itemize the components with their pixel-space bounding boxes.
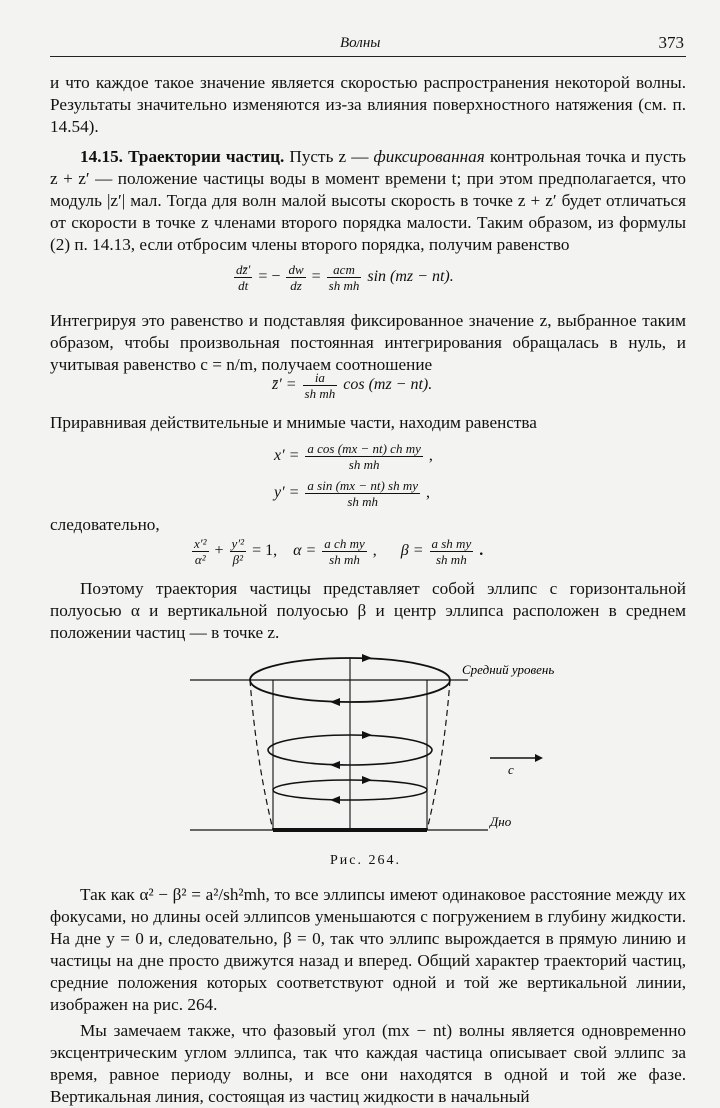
figure-caption: Рис. 264. [330, 853, 401, 868]
section-text-after: контрольная точка и пусть z + z′ — положение частицы воды в момент времени t; при этом предполагается, что модуль |z′| мал. Тогда для волн малой высоты скорость в точке z + z′ будет отличаться от скорости в точке z членами второго порядка малости. Таким образом, из формулы (2) п. 14.13, если отбросим члены второго порядка, получим равенство [50, 147, 686, 254]
eq3-lhs: x′ = [274, 447, 300, 465]
equation-2 [272, 370, 432, 401]
eq5-fraction-y [230, 536, 247, 567]
eq1-lhs-num: dz̄′ [236, 262, 251, 277]
eq5-alpha-lhs: α = [293, 542, 317, 560]
eq5-x-den: α² [194, 552, 206, 567]
arrow-mid-ellipse-top [362, 731, 372, 739]
eq1-mid-num: dw [288, 262, 304, 277]
eq5-dot: . [479, 542, 484, 560]
figure-264-particle-trajectories [190, 650, 590, 845]
eq4-num: a sin (mx − nt) sh my [307, 478, 418, 493]
paragraph-6: Так как α² − β² = a²/sh²mh, то все эллипсы имеют одинаковое расстояние между их фокусами, но длины осей эллипсов уменьшаются с погружением в глубину жидкости. На дне y = 0 и, следовательно, β = 0, так что эллипс вырождается в прямую линию и частицы на дне просто движутся назад и вперед. Общий характер траекторий частиц, средние положения которых соответствуют одной и той же вертикальной линии, изображен на рис. 264. [50, 885, 686, 1014]
label-c: c [508, 762, 514, 777]
eq3-den: sh mh [348, 457, 380, 472]
arrow-deep-ellipse-top [362, 776, 372, 784]
eq2-fraction [303, 370, 338, 401]
section-number: 14.15. [80, 147, 123, 166]
section-emphasis: фиксированная [373, 147, 485, 166]
eq1-sin-term: sin (mz − nt). [367, 268, 454, 286]
page-number: 373 [658, 33, 684, 52]
section-14-15-paragraph [50, 146, 686, 256]
eq5-beta-num: a sh my [431, 536, 472, 551]
arrow-deep-ellipse-bottom [330, 796, 340, 804]
paragraph-1: и что каждое такое значение является скоростью распространения некоторой волны. Результаты значительно изменяются из-за влияния поверхностного натяжения (см. п. 14.54). [50, 73, 686, 136]
eq5-beta-lhs: β = [400, 542, 424, 560]
arrow-bottom-ellipse [330, 698, 340, 706]
equation-3 [274, 441, 433, 472]
eq1-mid-den: dz [290, 278, 302, 293]
eq5-alpha-den: sh mh [329, 552, 360, 567]
equation-4 [274, 478, 430, 509]
eq2-lhs: z̄′ = [272, 376, 297, 394]
arrow-top-ellipse [362, 654, 372, 662]
eq5-plus: + [214, 542, 224, 560]
arrow-mid-ellipse-bottom [330, 761, 340, 769]
eq5-y-num: y′² [231, 536, 245, 551]
equation-1 [232, 262, 454, 293]
paragraph-5: Поэтому траектория частицы представляет собой эллипс с горизонтальной полуосью α и вертикальной полуосью β и центр эллипса расположен в среднем положении частиц — в точке z. [50, 579, 686, 642]
eq3-num: a cos (mx − nt) ch my [307, 441, 421, 456]
eq4-lhs: y′ = [274, 484, 300, 502]
eq4-comma: , [426, 484, 430, 502]
eq5-alpha-num: a ch my [324, 536, 365, 551]
eq1-rhs-num: acm [327, 262, 362, 278]
paragraph-3: Приравнивая действительные и мнимые части, находим равенства [50, 413, 537, 432]
eq5-fraction-beta [430, 536, 474, 567]
eq4-den: sh mh [347, 494, 379, 509]
eq2-cos-term: cos (mz − nt). [343, 376, 433, 394]
eq1-fraction-rhs [327, 262, 362, 293]
eq1-lhs-den: dt [238, 278, 249, 293]
equation-5 [190, 536, 483, 567]
section-text-before: Пусть z — [289, 147, 374, 166]
eq5-fraction-alpha [322, 536, 366, 567]
eq4-fraction [305, 478, 420, 509]
eq2-den: sh mh [304, 386, 336, 401]
eq1-equals: = [311, 268, 321, 286]
header-title: Волны [340, 35, 381, 51]
paragraph-2: Интегрируя это равенство и подставляя фиксированное значение z, выбранное таким образом, чтобы произвольная постоянная интегрирования обращалась в нуль, и учитывая равенство c = n/m, получаем соотношение [50, 311, 686, 374]
section-title: Траектории частиц. [128, 147, 285, 166]
label-bottom: Дно [490, 814, 512, 829]
eq1-rhs-den: sh mh [328, 278, 360, 293]
eq1-minus: = − [258, 268, 281, 286]
dashed-envelope-left [250, 680, 273, 830]
eq5-beta-den: sh mh [436, 552, 467, 567]
eq3-fraction [305, 441, 422, 472]
eq5-y-den: β² [232, 552, 243, 567]
eq5-fraction-x [192, 536, 209, 567]
eq5-equals-one: = 1, [252, 542, 278, 560]
eq1-fraction-mid [286, 262, 305, 293]
c-arrow-head [535, 754, 543, 762]
eq5-comma: , [372, 542, 377, 560]
eq2-num: ia [303, 370, 338, 386]
eq5-x-num: x′² [194, 536, 207, 551]
dashed-envelope-right [427, 680, 450, 830]
label-mean-level: Средний уровень [462, 662, 555, 677]
running-header [50, 30, 686, 57]
paragraph-4: следовательно, [50, 515, 160, 534]
eq3-comma: , [428, 447, 433, 465]
paragraph-7: Мы замечаем также, что фазовый угол (mx − nt) волны является одновременно эксцентрическим углом эллипса, так что каждая частица описывает свой эллипс за время, равное периоду волны, и все они находятся в одной и той же фазе. Вертикальная линия, состоящая из частиц жидкости в начальный [50, 1021, 686, 1106]
eq1-fraction-lhs [234, 262, 252, 293]
